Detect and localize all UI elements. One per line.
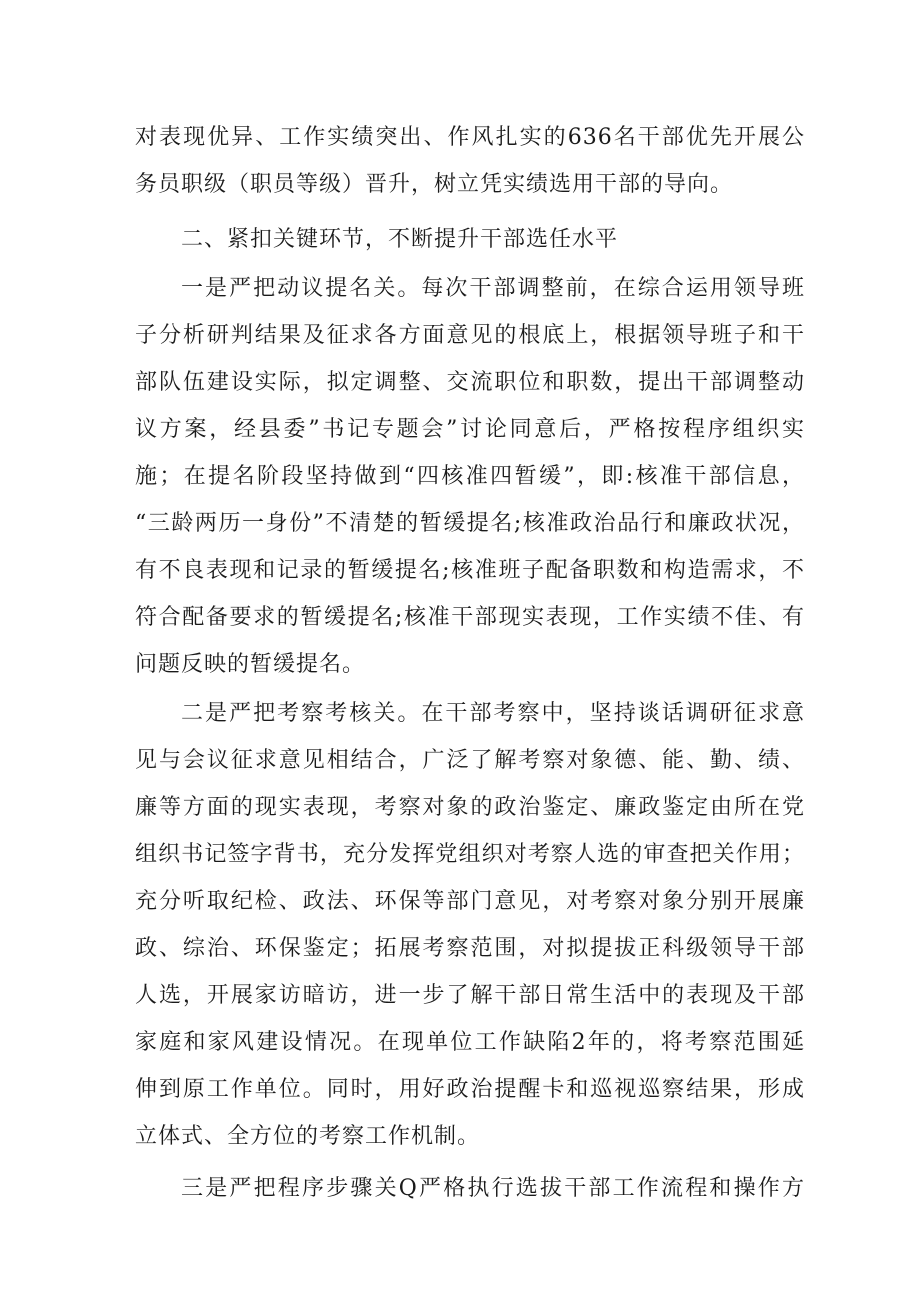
- text-line: 组织书记签字背书，充分发挥党组织对考察人选的审查把关作用；: [135, 842, 805, 867]
- text-line: 有不良表现和记录的暂缓提名;核准班子配备职数和构造需求，不: [135, 558, 805, 583]
- paragraph-procedure: [135, 1165, 805, 1212]
- text-line: 子分析研判结果及征求各方面意见的根底上，根据领导班子和干: [135, 323, 805, 348]
- text-line: 一是严把动议提名关。每次干部调整前，在综合运用领导班: [181, 276, 805, 301]
- paragraph-nomination: [135, 265, 805, 688]
- text-line: 政、综治、环保鉴定；拓展考察范围，对拟提拔正科级领导干部: [135, 936, 805, 961]
- text-line: 二是严把考察考核关。在干部考察中，坚持谈话调研征求意: [181, 701, 805, 726]
- text-line: 问题反映的暂缓提名。: [135, 652, 366, 677]
- text-line: 伸到原工作单位。同时，用好政治提醒卡和巡视巡察结果，形成: [135, 1077, 805, 1102]
- text-line: 人选，开展家访暗访，进一步了解干部日常生活中的表现及干部: [135, 983, 805, 1008]
- section-heading-2: [135, 216, 805, 263]
- text-line: 对表现优异、工作实绩突出、作风扎实的636名干部优先开展公: [135, 125, 805, 150]
- section-heading-text: 二、紧扣关键环节，不断提升干部选任水平: [181, 227, 619, 252]
- text-line: “三龄两历一身份”不清楚的暂缓提名;核准政治品行和廉政状况，: [135, 511, 805, 536]
- text-line: 廉等方面的现实表现，考察对象的政治鉴定、廉政鉴定由所在党: [135, 795, 805, 820]
- text-line: 符合配备要求的暂缓提名;核准干部现实表现，工作实绩不佳、有: [135, 605, 805, 630]
- text-line: 家庭和家风建设情况。在现单位工作缺陷2年的，将考察范围延: [135, 1030, 805, 1055]
- text-line: 充分听取纪检、政法、环保等部门意见，对考察对象分别开展廉: [135, 889, 805, 914]
- text-line: 议方案，经县委”书记专题会”讨论同意后，严格按程序组织实: [135, 417, 805, 442]
- text-line: 三是严把程序步骤关Q严格执行选拔干部工作流程和操作方: [181, 1176, 805, 1201]
- text-line: 部队伍建设实际，拟定调整、交流职位和职数，提出干部调整动: [135, 370, 805, 395]
- text-line: 施；在提名阶段坚持做到“四核准四暂缓”，即:核准干部信息，: [135, 464, 805, 489]
- text-line: 务员职级（职员等级）晋升，树立凭实绩选用干部的导向。: [135, 172, 734, 197]
- paragraph-cadre-promotion: [135, 114, 805, 208]
- paragraph-inspection: [135, 690, 805, 1160]
- text-line: 见与会议征求意见相结合，广泛了解考察对象德、能、勤、绩、: [135, 748, 805, 773]
- text-line: 立体式、全方位的考察工作机制。: [135, 1124, 481, 1149]
